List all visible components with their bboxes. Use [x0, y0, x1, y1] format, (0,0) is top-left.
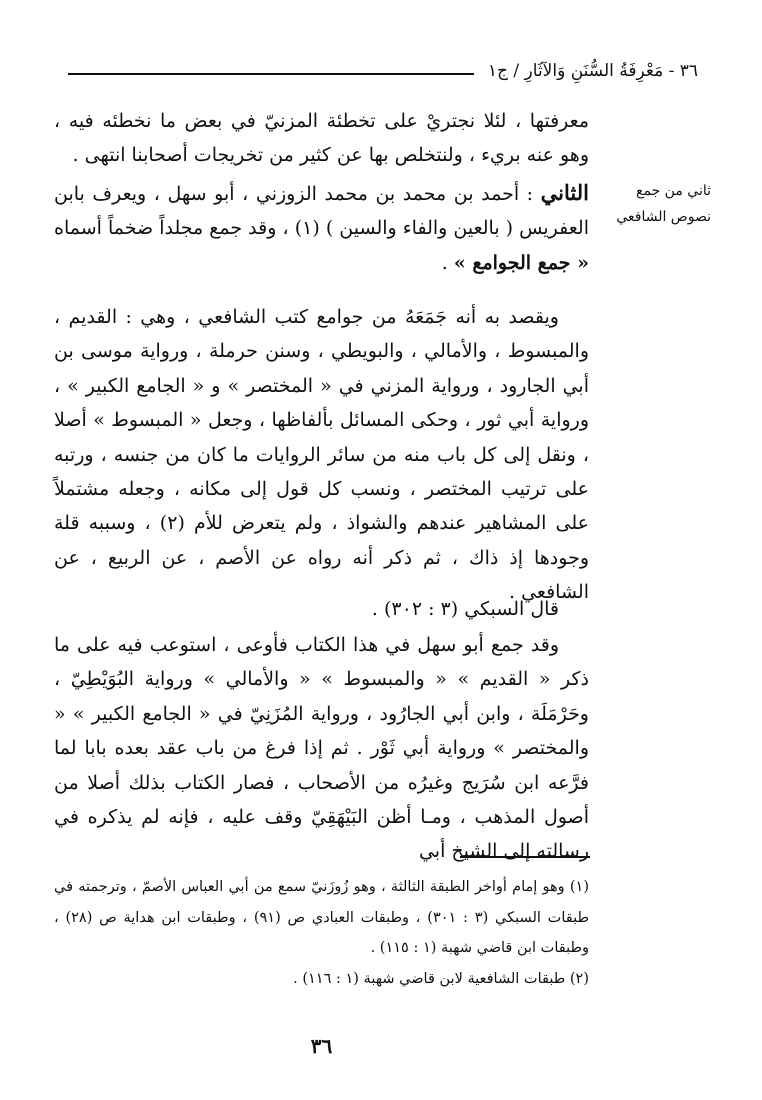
paragraph-2: [54, 176, 589, 280]
footnote-2: (٢) طبقات الشافعية لابن قاضي شهبة (١ : ١١٦) .: [293, 970, 589, 987]
paragraph-2-text-2: ، وقد جمع مجلداً ضخماً أسماه: [54, 217, 295, 240]
paragraph-5: [54, 628, 589, 869]
paragraph-2-lead: الثاني: [540, 180, 589, 205]
page-number: ٣٦: [310, 1034, 333, 1058]
footnote-ref-2: (٢): [159, 512, 185, 535]
paragraph-2-end: .: [441, 251, 454, 274]
paragraph-4-text: قال السبكي (٣ : ٣٠٢) .: [371, 598, 559, 620]
paragraph-5-text: وقد جمع أبو سهل في هذا الكتاب فأوعى ، استوعب فيه على ما ذكر « القديم » « والمبسوط » « والأمالي » ورواية البُوَيْطِيّ ، وحَرْمَلَة ، وابن أبي الجارُود ، ورواية المُزَنِيّ في « الجامع الكبير » « والمختصر » ورواية أبي ثَوْر . ثم إذا فرغ من باب عقد بعده بابا لما فرَّعه ابن سُرَيج وغيرُه من الأصحاب ، فصار الكتاب بذلك أصلا من أصول المذهب ، ومـا أظن البَيْهَقِيّ وقف عليه ، فإنه لم يذكره في رسالته إلى الشيخ أبي: [54, 634, 589, 863]
paragraph-3: [54, 300, 589, 610]
paragraph-3-end: ، وسببه قلة وجودها إذ ذاك ، ثم ذكر أنه رواه عن الأصم ، عن الربيع ، عن الشافعي .: [54, 512, 589, 604]
margin-note: ثاني من جمع نصوص الشافعي: [616, 183, 711, 225]
paragraph-1-text: معرفتها ، لئلا نجتريْ على تخطئة المزنيّ في بعض ما نخطئه فيه ، وهو عنه بريء ، ولنتخلص بها عن كثير من تخريجات أصحابنا انتهى .: [54, 110, 589, 167]
paragraph-4: [54, 592, 589, 626]
footnote-divider: [460, 856, 590, 858]
book-title-jam-al-jawami: « جمع الجوامع »: [453, 251, 589, 274]
header-rule: [68, 73, 474, 75]
header-title: ٣٦ - مَعْرِفَةُ السُّنَنِ وَالآثَارِ / ج١: [487, 61, 698, 81]
paragraph-1: [54, 104, 589, 173]
running-header: [68, 58, 698, 84]
paragraph-3-text: ويقصد به أنه جَمَعَهُ من جوامع كتب الشافعي ، وهي : القديم ، والمبسوط ، والأمالي ، والبويطي ، وسنن حرملة ، ورواية موسى بن أبي الجارود ، ورواية المزني في « المختصر » و « الجامع الكبير » ، ورواية أبي ثور ، وحكى المسائل بألفاظها ، وجعل « المبسوط » أصلا ، ونقل إلى كل باب منه من سائر الروايات ما كان من جنسه ، ورتبه على ترتيب المختصر ، ونسب كل قول إلى مكانه ، وجعله مشتملاً على المشاهير عندهم والشواذ ، ولم يتعرض للأم: [54, 306, 589, 535]
footnotes: [54, 872, 589, 994]
footnote-ref-1: (١): [294, 217, 320, 240]
paragraph-2-text: : أحمد بن محمد بن محمد الزوزني ، أبو سهل ، ويعرف بابن العفريس ( بالعين والفاء والسين ): [54, 183, 589, 240]
footnote-1: (١) وهو إمام أواخر الطبقة الثالثة ، وهو زُوزَنيّ سمع من أبي العباس الأصمّ ، وترجمته في طبقات السبكي (٣ : ٣٠١) ، وطبقات العبادي ص (٩١) ، وطبقات ابن هداية ص (٢٨) ، وطبقات ابن قاضي شهبة (١ : ١١٥) .: [54, 879, 590, 957]
